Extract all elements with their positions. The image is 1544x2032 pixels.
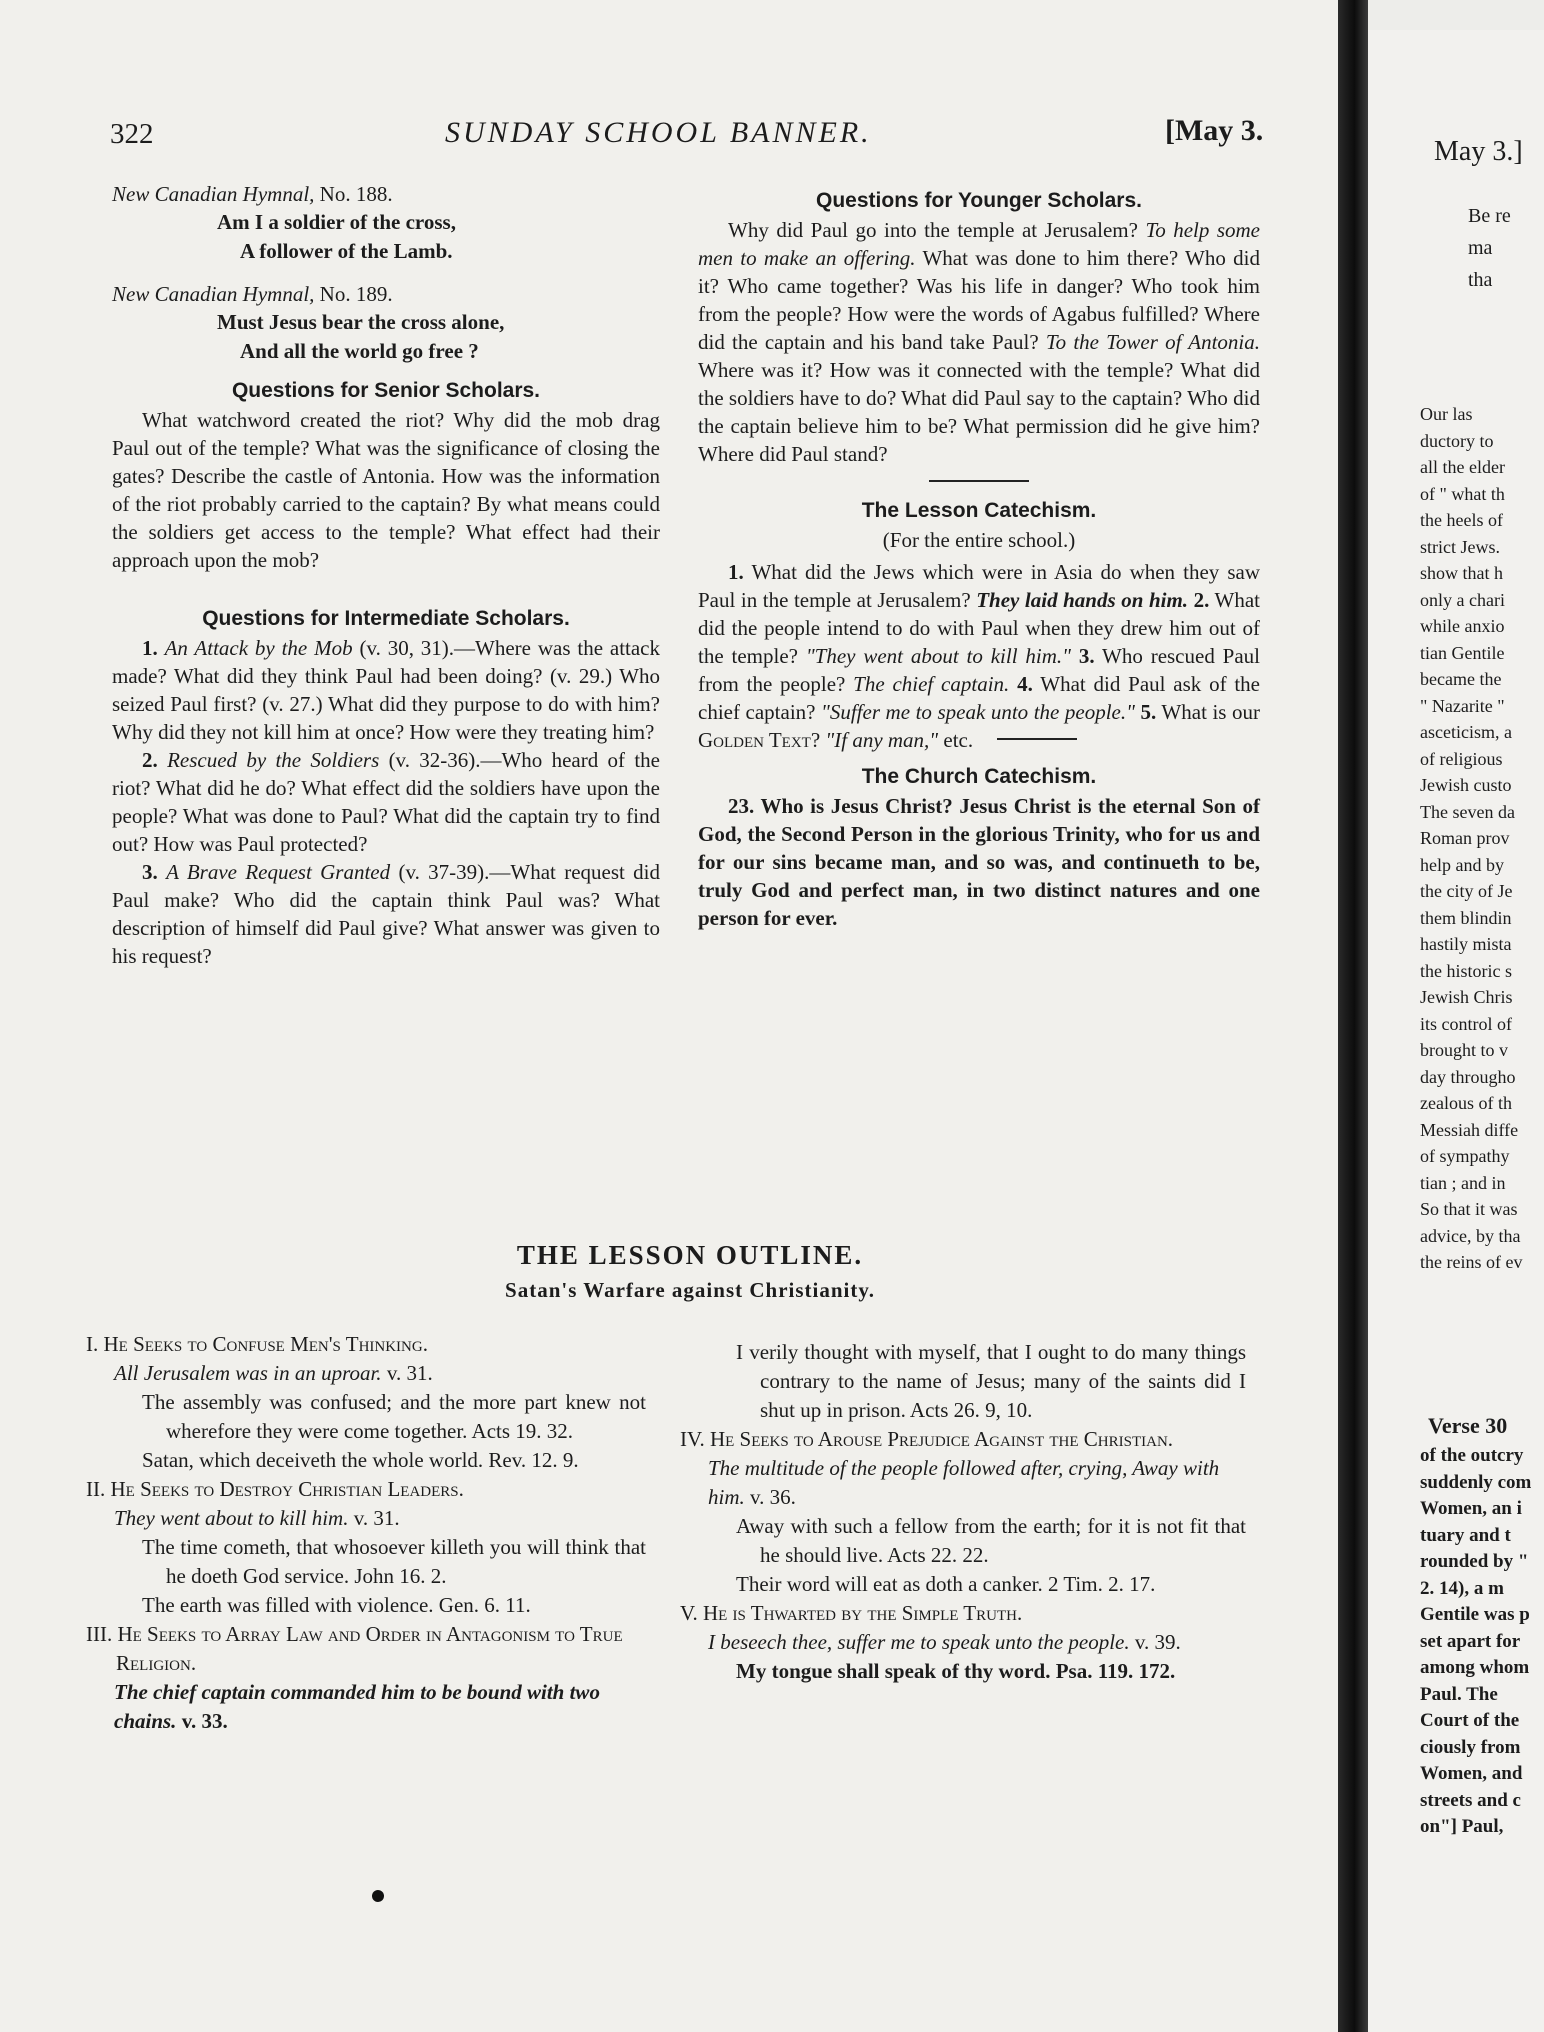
text-line: streets and c [1420,1789,1521,1811]
scripture-text: I beseech thee, suffer me to speak unto the people. [708,1630,1130,1654]
text-line: the city of Je [1420,881,1513,901]
outline-point: IV. He Seeks to Arouse Prejudice Against the Christian. [680,1427,1174,1451]
right-column [698,186,1260,932]
text-line: became the [1420,669,1502,689]
outline-point: II. He Seeks to Destroy Christian Leaders. [86,1477,464,1501]
hymn-reference [112,180,660,208]
header-date: [May 3. [1165,114,1264,147]
question-number: 4. [1017,672,1033,696]
text-line: show that h [1420,563,1503,583]
text-line: Be re [1468,205,1511,227]
outline-reference: Their word will eat as doth a canker. 2 Tim. 2. 17. [736,1572,1156,1596]
younger-questions-heading: Questions for Younger Scholars. [816,189,1142,212]
text-line: rounded by " [1420,1551,1529,1572]
lesson-outline-subtitle: Satan's Warfare against Christianity. [505,1278,875,1302]
text-line: Gentile was p [1420,1604,1530,1625]
hymn-reference [112,280,660,308]
text-line: strict Jews. [1420,536,1500,557]
verse-label: Verse 30 [1428,1413,1508,1438]
text-line: The seven da [1420,801,1515,822]
running-title: SUNDAY SCHOOL BANNER. [445,116,872,149]
answer-text: "Suffer me to speak unto the people." [821,700,1135,724]
text-line: tuary and t [1420,1524,1511,1546]
lesson-catechism-text [698,558,1260,754]
hymnal-name: New Canadian Hymnal, [112,182,315,206]
answer-text: They laid hands on him. [976,588,1189,612]
scripture-ref: v. 36. [750,1485,796,1509]
question-number: 3. [1078,644,1095,668]
question-number: 5. [1140,700,1157,724]
question-text: What is our [1161,700,1260,724]
intermediate-question [112,858,660,970]
senior-questions-text: What watchword created the riot? Why did the mob drag Paul out of the temple? What was the significance of closing the gates? Describe the castle of Antonia. How was the information of the riot probably carried to the captain? By what means could the soldiers get access to the temple? What effect had their approach upon the mob? [112,408,660,572]
text-line: tian Gentile [1420,642,1505,663]
text-line: of sympathy [1420,1146,1510,1166]
right-page [1368,30,1544,2032]
text-line: Paul. The [1420,1683,1498,1705]
outline-left-column [86,1330,646,1736]
book-gutter [1338,0,1368,2032]
text-line: Women, and [1420,1763,1523,1784]
lesson-catechism-subheading: (For the entire school.) [882,528,1076,552]
text-line: advice, by tha [1420,1225,1521,1246]
lesson-outline-title: THE LESSON OUTLINE. [516,1240,864,1270]
outline-reference: The time cometh, that whosoever killeth you will think that he doeth God service. John 16. 2. [142,1535,646,1588]
hymn-line: Must Jesus bear the cross alone, [217,310,505,334]
question-title: An Attack by the Mob [164,636,353,660]
question-title: A Brave Request Granted [166,860,391,884]
church-catechism-text [698,792,1260,932]
answer-text: To help some men to make an offering. [698,218,1261,270]
question-number: 3. [142,860,158,884]
text-line: all the elder [1420,457,1505,477]
text-line: on"] Paul, [1420,1816,1504,1837]
text-line: of " what th [1420,483,1505,504]
outline-reference: The earth was filled with violence. Gen. 6. 11. [142,1593,531,1617]
answer-text: "If any man," [825,728,939,752]
scripture-ref: v. 33. [181,1709,228,1733]
text-line: Roman prov [1420,828,1510,848]
section-divider [929,480,1029,482]
ink-speck [372,1890,384,1902]
text-line: the reins of ev [1420,1252,1523,1272]
text-line: set apart for [1420,1630,1521,1652]
section-divider [997,738,1077,740]
question-number: 1. [728,560,744,584]
answer-text: "They went about to kill him." [805,644,1071,668]
text-line: zealous of th [1420,1093,1512,1113]
question-number: 1. [142,636,158,660]
text-line: Court of the [1420,1710,1520,1731]
left-column [112,180,660,970]
text-line: brought to v [1420,1040,1508,1060]
outline-reference: My tongue shall speak of thy word. Psa. 119. 172. [736,1659,1176,1683]
catechism-answer: Who is Jesus Christ? Jesus Christ is the eternal Son of God, the Second Person in the glorious Trinity, who for us and for our sins became man, and so was, and continueth to be, truly God and perfect man, in two distinct natures and one person for ever. [698,794,1261,930]
question-number: 23. [728,794,755,818]
outline-right-column [680,1338,1246,1686]
outline-reference: Satan, which deceiveth the whole world. Rev. 12. 9. [142,1448,579,1472]
text-line: suddenly com [1420,1471,1532,1493]
question-number: 2. [1193,588,1210,612]
answer-text: etc. [943,728,974,752]
text-line: of the outcry [1420,1445,1524,1466]
question-number: 2. [142,748,158,772]
outline-point: V. He is Thwarted by the Simple Truth. [680,1601,1023,1625]
text-line: Our las [1420,404,1473,424]
text-line: hastily mista [1420,934,1512,954]
outline-scripture [86,1504,646,1533]
question-text: What was done to him there? Who did it? Who came together? Was his life in danger? Who took him from the people? How were the words of Agabus fulfilled? Where did the captain and his band take Paul? [698,246,1261,354]
outline-reference: I verily thought with myself, that I ought to do many things contrary to the name of Jesus; many of the saints did I shut up in prison. Acts 26. 9, 10. [736,1340,1246,1422]
text-line: tian ; and in [1420,1172,1506,1193]
scripture-text: The multitude of the people followed after, crying, Away with him. [708,1456,1220,1509]
text-line: tha [1468,269,1493,291]
outline-reference: Away with such a fellow from the earth; for it is not fit that he should live. Acts 22. 22. [736,1514,1246,1567]
scripture-text: The chief captain commanded him to be bound with two chains. [114,1680,600,1733]
text-line: among whom [1420,1657,1530,1678]
text-line: So that it was [1420,1199,1518,1219]
golden-text-label: Golden Text? [698,728,821,752]
question-title: Rescued by the Soldiers [167,748,380,772]
question-text: What did the Jews which were in Asia do when they saw Paul in the temple at Jerusalem? [698,560,1260,612]
outline-scripture [680,1454,1246,1512]
scripture-ref: v. 31. [386,1361,433,1385]
outline-scripture [680,1628,1246,1657]
hymn-line: And all the world go free ? [240,339,479,363]
scripture-text: They went about to kill him. [114,1506,349,1530]
church-catechism-heading: The Church Catechism. [861,765,1097,788]
text-line: ciously from [1420,1736,1521,1758]
text-line: Jewish custo [1420,775,1512,795]
text-line: of religious [1420,748,1503,769]
text-line: the historic s [1420,960,1512,981]
text-line: Messiah diffe [1420,1119,1519,1140]
question-text: Where was it? How was it connected with the temple? What did the soldiers have to do? What did Paul say to the captain? Who did the captain believe him to be? What permission did he give him? Where did Paul stand? [698,358,1261,466]
question-text: What did the people intend to do with Paul when they drew him out of the temple? [698,588,1261,668]
outline-point: III. He Seeks to Array Law and Order in Antagonism to True Religion. [86,1622,623,1675]
hymnal-name: New Canadian Hymnal, [112,282,315,306]
text-line: day througho [1420,1066,1516,1087]
outline-reference: The assembly was confused; and the more part knew not wherefore they were come together. Acts 19. 32. [142,1390,646,1443]
text-line: while anxio [1420,616,1505,636]
lesson-catechism-heading: The Lesson Catechism. [861,499,1097,522]
text-line: ma [1468,237,1493,259]
text-line: ductory to [1420,430,1494,451]
question-text: Why did Paul go into the temple at Jerusalem? [728,218,1138,242]
text-line: asceticism, a [1420,722,1512,742]
right-page-header: May 3.] [1434,136,1523,167]
text-line: " Nazarite " [1420,695,1505,716]
question-text: (v. 30, 31).—Where was the attack made? What did they think Paul had been doing? (v. 29.) Who seized Paul first? (v. 27.) What did they purpose to do with him? Why did they not kill him at once? How were they treating him? [112,636,661,744]
question-text: What did Paul ask of the chief captain? [698,672,1261,724]
intermediate-question [112,746,660,858]
intermediate-questions-heading: Questions for Intermediate Scholars. [202,607,570,630]
text-line: its control of [1420,1013,1512,1034]
scripture-ref: v. 39. [1134,1630,1181,1654]
text-line: help and by [1420,854,1504,875]
scripture-ref: v. 31. [353,1506,400,1530]
hymn-number: No. 188. [319,182,393,206]
question-text: Who rescued Paul from the people? [698,644,1261,696]
answer-text: To the Tower of Antonia. [1045,330,1260,354]
question-text: (v. 32-36).—Who heard of the riot? What did he do? What effect did the soldiers have upon the people? What was done to Paul? What did the captain try to find out? How was Paul protected? [112,748,660,856]
answer-text: The chief captain. [853,672,1010,696]
question-text: (v. 37-39).—What request did Paul make? Who did the captain think Paul was? What description of himself did Paul give? What answer was given to his request? [112,860,660,968]
younger-questions-text [698,216,1260,468]
hymn-number: No. 189. [319,282,393,306]
scripture-text: All Jerusalem was in an uproar. [114,1361,382,1385]
text-line: Jewish Chris [1420,987,1513,1007]
text-line: the heels of [1420,510,1503,530]
outline-point: I. He Seeks to Confuse Men's Thinking. [86,1332,428,1356]
outline-scripture [86,1359,646,1388]
text-line: them blindin [1420,907,1512,928]
page-number: 322 [110,118,154,150]
hymn-line: A follower of the Lamb. [240,239,453,263]
outline-scripture [86,1678,646,1736]
text-line: 2. 14), a m [1420,1577,1504,1599]
text-line: Women, an i [1420,1498,1522,1519]
intermediate-question [112,634,660,746]
hymn-line: Am I a soldier of the cross, [217,210,456,234]
text-line: only a chari [1420,589,1505,610]
senior-questions-heading: Questions for Senior Scholars. [231,379,541,402]
